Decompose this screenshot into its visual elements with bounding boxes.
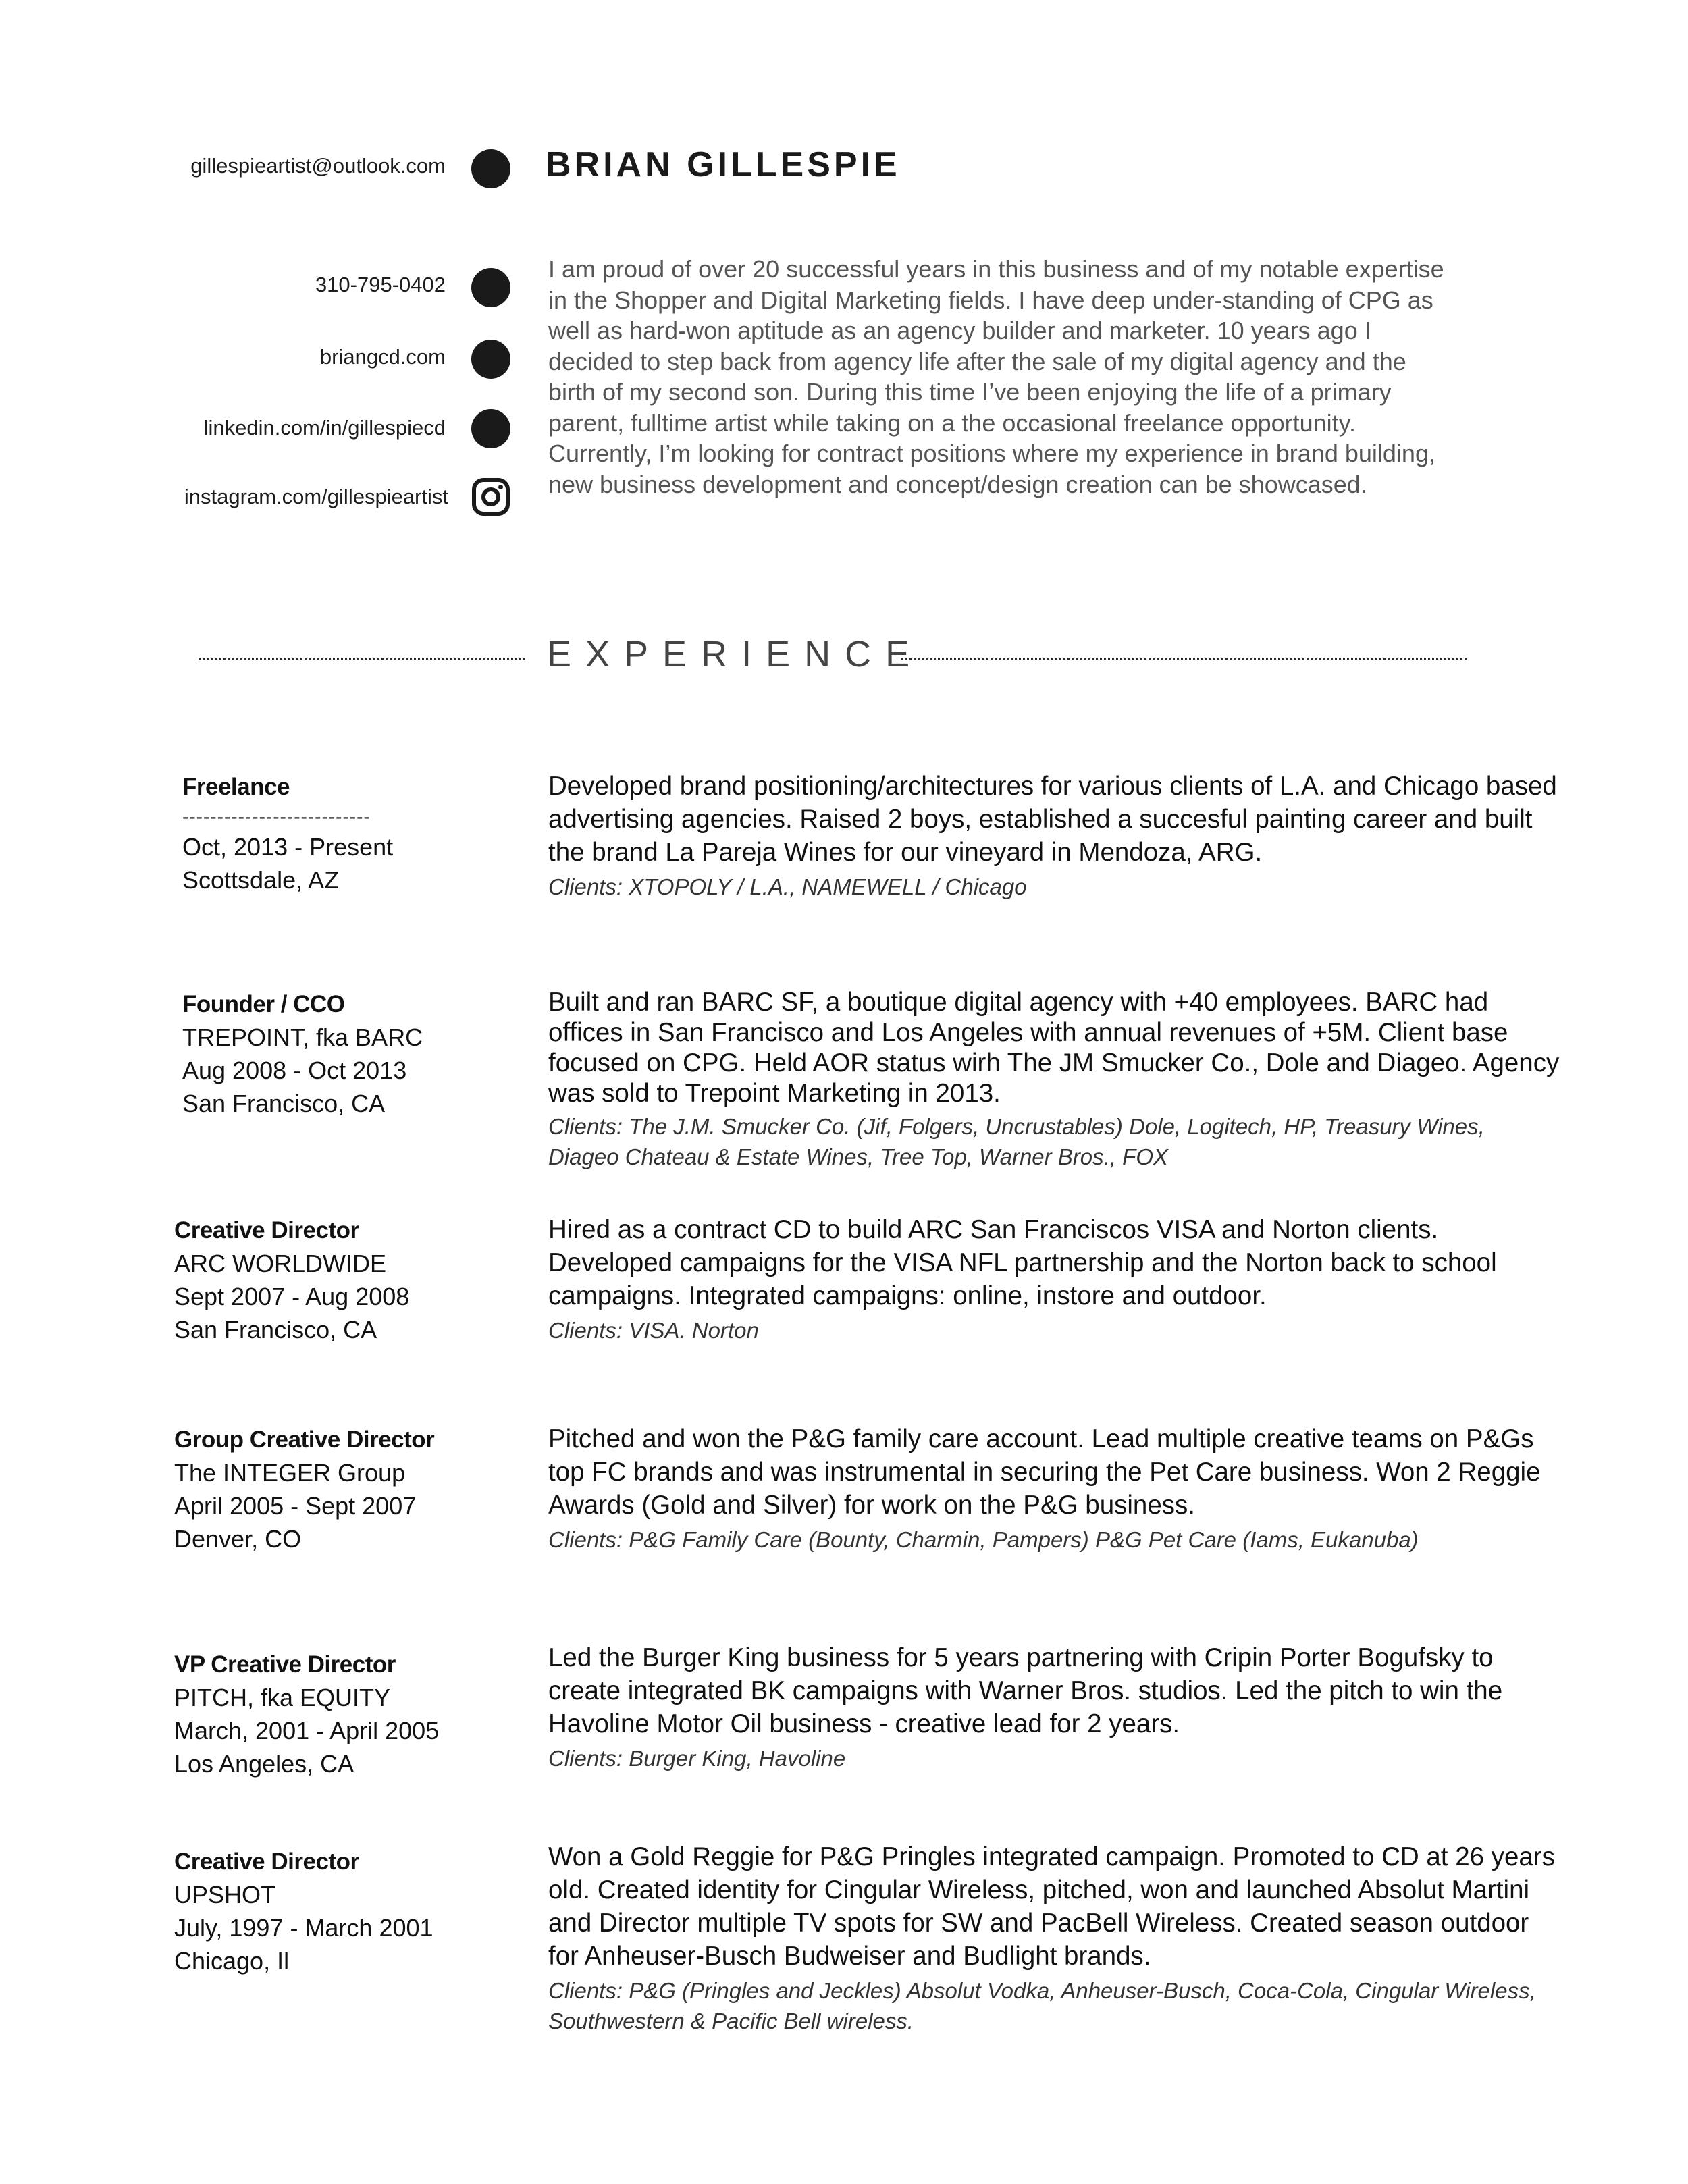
job-company: The INTEGER Group [174, 1459, 406, 1487]
experience-entry-description [548, 1641, 1561, 1774]
profile-summary: I am proud of over 20 successful years in this business and of my notable expertise in the Shopper and Digital Marketing fields. I have deep under-standing of CPG as well as hard-won aptitude as an agency builder and marketer. 10 years ago I decided to step back from agency life after the sale of my digital agency and the birth of my second son. During this time I’ve been enjoying the life of a primary parent, fulltime artist while taking on a the occasional freelance opportunity. Currently, I’m looking for contract positions where my experience in brand building, new business development and concept/design creation can be showcased. [548, 255, 1444, 498]
job-company: TREPOINT, fka BARC [182, 1023, 423, 1051]
job-title: Freelance [182, 774, 290, 800]
job-dates: Aug 2008 - Oct 2013 [182, 1057, 407, 1084]
experience-entry-description [548, 770, 1561, 902]
website-bullet-icon [471, 340, 510, 379]
job-company: UPSHOT [174, 1881, 276, 1909]
experience-entry-description [548, 987, 1561, 1172]
job-location: Los Angeles, CA [174, 1750, 354, 1778]
job-description: Built and ran BARC SF, a boutique digital agency with +40 employees. BARC had offices in San Francisco and Los Angeles with annual revenues of +5M. Client base focused on CPG. Held AOR status wirh The JM Smucker Co., Dole and Diageo. Agency was sold to Trepoint Marketing in 2013. [548, 988, 1560, 1108]
heading-rule-right [901, 658, 1467, 660]
phone-bullet-icon [471, 268, 510, 307]
job-title: Creative Director [174, 1848, 359, 1875]
contact-instagram[interactable]: instagram.com/gillespieartist [184, 485, 448, 508]
job-description: Pitched and won the P&G family care account. Lead multiple creative teams on P&Gs top FC brands and was instrumental in securing the Pet Care business. Won 2 Reggie Awards (Gold and Silver) for work on the P&G business. [548, 1424, 1541, 1520]
experience-entry-role [174, 1214, 409, 1346]
contact-linkedin[interactable]: linkedin.com/in/gillespiecd [203, 416, 446, 440]
job-clients: Clients: Burger King, Havoline [548, 1746, 846, 1771]
job-title: Creative Director [174, 1217, 359, 1244]
job-title: Group Creative Director [174, 1427, 435, 1453]
job-location: San Francisco, CA [182, 1090, 386, 1117]
experience-entry-description [548, 1840, 1561, 2036]
experience-entry-role [182, 988, 423, 1120]
job-clients: Clients: VISA. Norton [548, 1318, 759, 1343]
job-description: Developed brand positioning/architectures for various clients of L.A. and Chicago based advertising agencies. Raised 2 boys, established a succesful painting career and built the brand La Pareja Wines for our vineyard in Mendoza, ARG. [548, 772, 1557, 867]
linkedin-bullet-icon [471, 409, 510, 448]
job-clients: Clients: P&G Family Care (Bounty, Charmin, Pampers) P&G Pet Care (Iams, Eukanuba) [548, 1527, 1419, 1552]
job-location: San Francisco, CA [174, 1316, 377, 1343]
email-bullet-icon [471, 149, 510, 188]
job-description: Led the Burger King business for 5 years partnering with Cripin Porter Bogufsky to create integrated BK campaigns with Warner Bros. studios. Led the pitch to win the Havoline Motor Oil business - creative lead for 2 years. [548, 1643, 1503, 1738]
job-clients: Clients: The J.M. Smucker Co. (Jif, Folgers, Uncrustables) Dole, Logitech, HP, Treasury Wines, Diageo Chateau & Estate Wines, Tree Top, Warner Bros., FOX [548, 1114, 1485, 1169]
instagram-icon [471, 477, 510, 516]
contact-email[interactable]: gillespieartist@outlook.com [190, 154, 446, 178]
experience-entry-description [548, 1422, 1561, 1555]
job-dates: April 2005 - Sept 2007 [174, 1492, 417, 1520]
job-location: Chicago, Il [174, 1947, 290, 1975]
job-location: Scottsdale, AZ [182, 866, 340, 894]
job-clients: Clients: XTOPOLY / L.A., NAMEWELL / Chicago [548, 874, 1027, 899]
experience-entry-role [174, 1423, 434, 1555]
contact-website[interactable]: briangcd.com [319, 345, 446, 369]
job-dates: July, 1997 - March 2001 [174, 1914, 433, 1942]
applicant-name: BRIAN GILLESPIE [546, 145, 901, 184]
experience-entry-description [548, 1213, 1561, 1346]
job-dates: March, 2001 - April 2005 [174, 1717, 440, 1744]
job-description: Hired as a contract CD to build ARC San Franciscos VISA and Norton clients. Developed campaigns for the VISA NFL partnership and the Norton back to school campaigns. Integrated campaigns: online, instore and outdoor. [548, 1215, 1497, 1310]
job-clients: Clients: P&G (Pringles and Jeckles) Absolut Vodka, Anheuser-Busch, Coca-Cola, Cingular Wireless, Southwestern & Pacific Bell wireless. [548, 1978, 1536, 2033]
experience-entry-role [174, 1845, 433, 1977]
title-separator: --------------------------- [182, 806, 371, 827]
heading-rule-left [199, 658, 525, 660]
job-company: ARC WORLDWIDE [174, 1250, 386, 1277]
experience-entry-role [182, 770, 393, 897]
job-location: Denver, CO [174, 1525, 302, 1553]
contact-phone[interactable]: 310-795-0402 [315, 273, 446, 296]
job-company: PITCH, fka EQUITY [174, 1684, 391, 1711]
experience-heading: EXPERIENCE [547, 634, 924, 674]
experience-entry-role [174, 1648, 439, 1780]
job-dates: Sept 2007 - Aug 2008 [174, 1283, 410, 1310]
job-description: Won a Gold Reggie for P&G Pringles integrated campaign. Promoted to CD at 26 years old. Created identity for Cingular Wireless, pitched, won and launched Absolut Martini and Director multiple TV spots for SW and PacBell Wireless. Created season outdoor for Anheuser-Busch Budweiser and Budlight brands. [548, 1842, 1555, 1971]
job-title: Founder / CCO [182, 991, 345, 1017]
job-title: VP Creative Director [174, 1651, 396, 1678]
job-dates: Oct, 2013 - Present [182, 833, 394, 861]
